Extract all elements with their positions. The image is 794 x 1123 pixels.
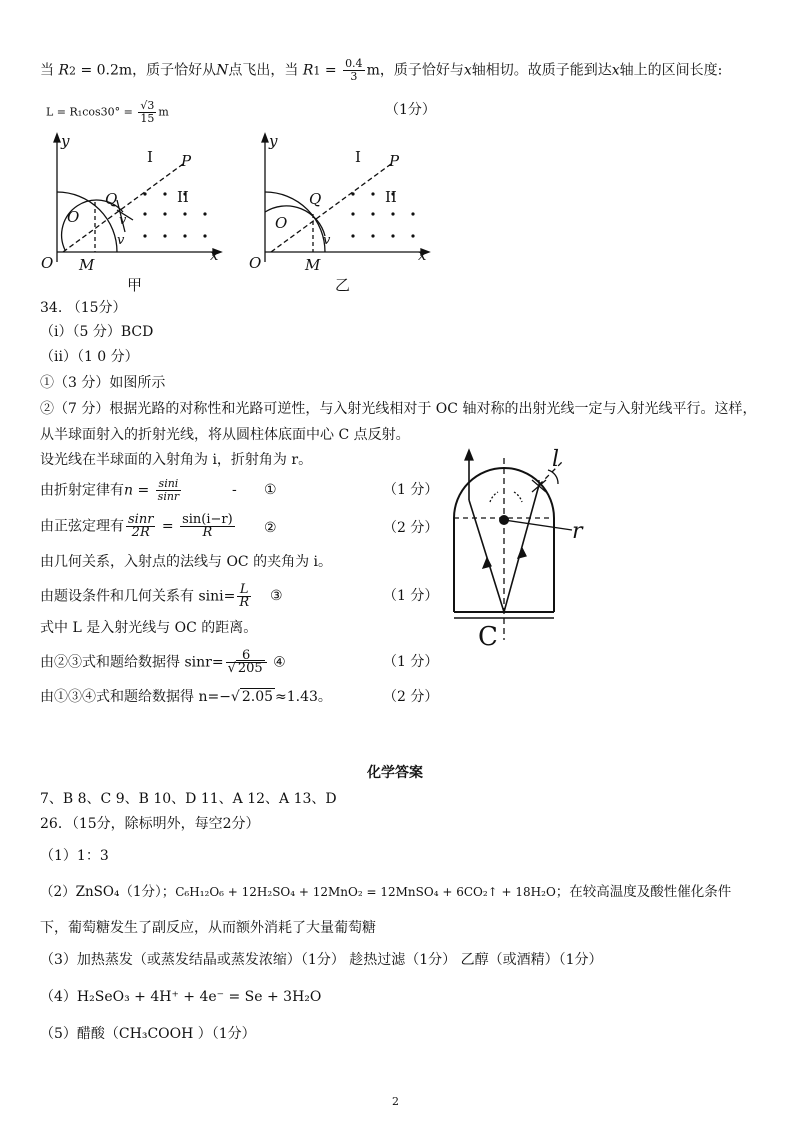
eq4-score: （1 分） bbox=[383, 654, 439, 670]
page-number: 2 bbox=[392, 1095, 399, 1108]
q34-eq1: 由折射定律有n = $\frac{\sin i}{\sin r}$ bbox=[40, 477, 180, 503]
eq2-score: （2 分） bbox=[383, 520, 439, 536]
eq2-number: ② bbox=[264, 520, 277, 536]
chem-mc-answers: 7、B 8、C 9、B 10、D 11、A 12、A 13、D bbox=[40, 791, 337, 807]
label-region-II: II bbox=[177, 188, 189, 206]
eq1-score: （1 分） bbox=[383, 482, 439, 498]
chem-q26: 26．（15分，除标明外，每空2分） bbox=[40, 816, 260, 832]
optics-label-l: l bbox=[552, 447, 560, 472]
svg-text:P: P bbox=[389, 152, 400, 170]
q34-eq2: 由正弦定理有 $\frac{\sin r}{2R}$ = $\frac{\sin(i-r)}{R}$ bbox=[40, 512, 233, 540]
svg-text:y: y bbox=[269, 132, 278, 150]
q34-title: 34. （15分） bbox=[40, 300, 127, 316]
field-figures bbox=[35, 132, 435, 297]
q34-i: （i）（5 分）BCD bbox=[40, 324, 154, 340]
label-O: O bbox=[41, 254, 54, 272]
q34-p1: ①（3 分）如图所示 bbox=[40, 375, 166, 391]
chem-a2-continued: 下，葡萄糖发生了副反应，从而额外消耗了大量葡萄糖 bbox=[40, 920, 376, 936]
label-P: P bbox=[181, 152, 192, 170]
label-v0: v bbox=[119, 213, 127, 228]
label-Q: Q bbox=[105, 190, 118, 208]
eq3-number: ③ bbox=[270, 588, 283, 604]
label-y: y bbox=[61, 132, 70, 150]
chem-a1: （1）1：3 bbox=[40, 848, 109, 864]
optics-figure bbox=[440, 440, 600, 655]
label-O1: O bbox=[67, 208, 80, 226]
svg-text:II: II bbox=[385, 188, 397, 206]
svg-text:v: v bbox=[323, 233, 331, 248]
chem-title: 化学答案 bbox=[367, 765, 423, 781]
svg-text:M: M bbox=[305, 256, 321, 274]
eq5-score: （2 分） bbox=[383, 689, 439, 705]
q34-ii: （ii）（1 0 分） bbox=[40, 349, 139, 365]
svg-text:Q: Q bbox=[309, 190, 322, 208]
caption-yi: 乙 bbox=[335, 276, 351, 294]
line-r-values: 当 R2 = 0.2m，质子恰好从N点飞出，当 R1 = $\frac{0.4}{3}$ m，质子恰好与x轴相切。故质子能到达x轴上的区间长度: bbox=[40, 57, 723, 83]
equation-length: L = R₁cos30° = $\frac{√3}{15}$ m bbox=[46, 99, 169, 125]
q34-eq4: 由②③式和题给数据得 sinr= $\frac{6}{√ 205}$ ④ bbox=[40, 648, 286, 676]
eq1-number: ① bbox=[264, 482, 277, 498]
label-M: M bbox=[79, 256, 95, 274]
label-x: x bbox=[210, 246, 219, 264]
caption-jia: 甲 bbox=[127, 276, 143, 294]
q34-p4: 由几何关系，入射点的法线与 OC 的夹角为 i。 bbox=[40, 554, 333, 570]
label-region-I: I bbox=[147, 148, 153, 166]
label-v: v bbox=[117, 233, 125, 248]
q34-p3: 设光线在半球面的入射角为 i，折射角为 r。 bbox=[40, 452, 313, 468]
label-O2: O bbox=[275, 214, 288, 232]
svg-text:x: x bbox=[418, 246, 427, 264]
q34-p2b: 从半球面射入的折射光线，将从圆柱体底面中心 C 点反射。 bbox=[40, 427, 410, 443]
figure-jia bbox=[41, 132, 221, 294]
q34-p5: 式中 L 是入射光线与 OC 的距离。 bbox=[40, 620, 258, 636]
chem-a2: （2）ZnSO₄（1分）；C₆H₁₂O₆ + 12H₂SO₄ + 12MnO₂ = 12MnSO₄ + 6CO₂↑ + 18H₂O；在较高温度及酸性催化条件 bbox=[40, 884, 732, 900]
svg-text:O: O bbox=[249, 254, 262, 272]
optics-label-C: C bbox=[478, 622, 498, 652]
chem-a4: （4）H₂SeO₃ + 4H⁺ + 4e⁻ = Se + 3H₂O bbox=[40, 989, 322, 1005]
q34-eq3: 由题设条件和几何关系有 sini= $\frac{L}{R}$ bbox=[40, 582, 250, 610]
q34-p2a: ②（7 分）根据光路的对称性和光路可逆性，与入射光线相对于 OC 轴对称的出射光线一定与入射光线平行。这样， bbox=[40, 401, 757, 417]
svg-text:I: I bbox=[355, 148, 361, 166]
optics-label-r: r bbox=[572, 519, 583, 544]
figure-yi bbox=[249, 132, 429, 294]
eq3-score: （1 分） bbox=[383, 588, 439, 604]
q34-eq5: 由①③④式和题给数据得 n=−√ 2.05 ≈1.43。 bbox=[40, 689, 332, 705]
chem-a5: （5）醋酸（CH₃COOH ）（1分） bbox=[40, 1026, 256, 1042]
chem-a3: （3）加热蒸发（或蒸发结晶或蒸发浓缩）（1分） 趁热过滤（1分） 乙醇（或酒精）（1分） bbox=[40, 952, 603, 968]
score-top: （1分） bbox=[385, 102, 436, 118]
